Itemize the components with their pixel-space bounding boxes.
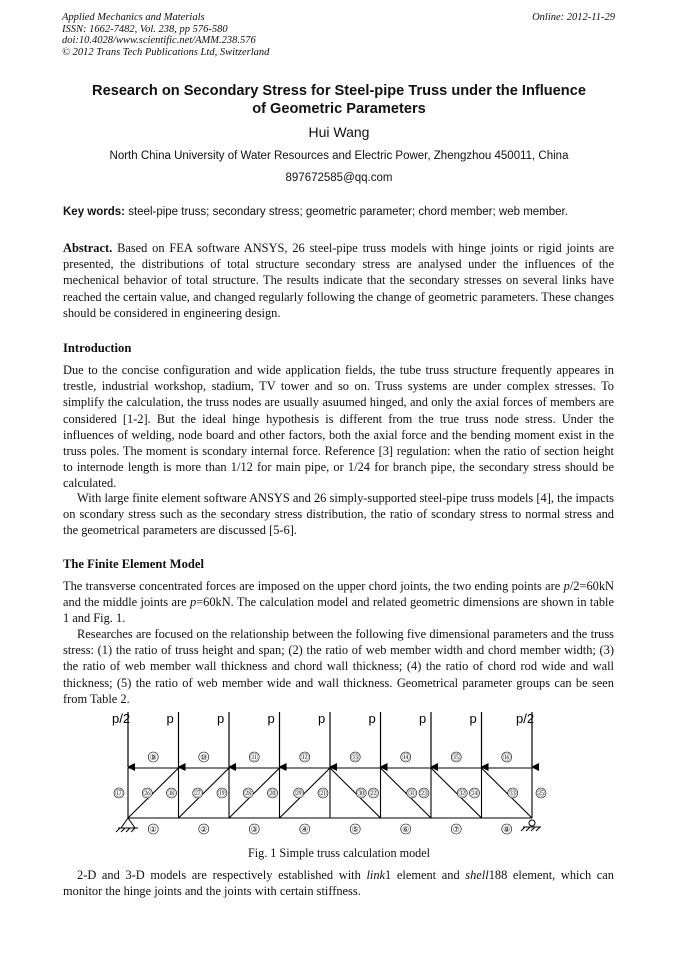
copyright: © 2012 Trans Tech Publications Ltd, Switzerland <box>62 46 270 58</box>
issn: ISSN: 1662-7482, Vol. 238, pp 576-580 <box>62 23 228 35</box>
roller-hatch <box>536 827 540 831</box>
load-label: p <box>267 711 275 726</box>
paper-title <box>40 82 638 118</box>
roller-hatch <box>531 827 535 831</box>
diagonal-member-label: ㉖ <box>143 789 152 799</box>
top-member-label: ⑬ <box>351 753 360 763</box>
fem-p1-var-p: p <box>563 579 570 593</box>
journal-name: Applied Mechanics and Materials <box>62 12 205 23</box>
fem-p1-part-b: /2=60kN and the middle joints are <box>63 579 614 610</box>
vertical-member-label: ㉑ <box>319 789 327 799</box>
vertical-member-label: ㉒ <box>369 789 378 799</box>
diagonal-member-label: ㉜ <box>458 789 467 799</box>
pin-hatch <box>126 828 130 832</box>
abstract-text: Based on FEA software ANSYS, 26 steel-pipe truss models with hinge joints or rigid joints are presented, the distributions of total structure secondary stress are analysed under the influences of the mechenical behavior of total structure. The results indicate that the secondary stresses on several links have reached the certain value, and changed regularly following the change of geometric parameters. These changes should be considered in engineering design. <box>63 241 614 320</box>
vertical-member-label: ⑲ <box>218 789 226 799</box>
last-shell-italic: shell <box>465 868 489 882</box>
intro-heading: Introduction <box>63 341 132 355</box>
title-line-1: Research on Secondary Stress for Steel-pipe Truss under the Influence <box>92 83 586 99</box>
abstract <box>63 240 614 321</box>
last-part-a: 2-D and 3-D models are respectively established with <box>77 868 367 882</box>
last-part-c: 188 element, which can monitor the hinge joints and the joints with certain stiffness. <box>63 868 614 899</box>
diagonal-member-label: ㉘ <box>244 789 253 799</box>
top-member-label: ⑩ <box>200 753 208 763</box>
load-label: p <box>318 711 326 726</box>
diagonal-member-label: ㉙ <box>294 789 303 799</box>
fem-paragraph-1 <box>63 578 614 627</box>
title-line-2: of Geometric Parameters <box>252 101 426 117</box>
fem-paragraph-2: Researches are focused on the relationship between the following five dimensional parameters and the truss stress: (1) the ratio of truss height and span; (2) the ratio of web member width and chord member width; (3) the ratio of web member wall thickness and chord wall thickness; (4) the ratio of chord rod wide and wall thickness; (5) the ratio of web member wide and wall thickness. Geometrical parameter groups can be seen from Table 2. <box>63 627 614 706</box>
keywords-text: steel-pipe truss; secondary stress; geometric parameter; chord member; web member. <box>128 206 568 218</box>
fem-p1-part-c: =60kN. The calculation model and related geometric dimensions are shown in table 1 and Fig. 1. <box>63 595 614 626</box>
bottom-member-label: ③ <box>250 825 258 835</box>
top-member-label: ⑫ <box>300 753 309 763</box>
load-label: p <box>166 711 174 726</box>
top-member-label: ⑪ <box>250 753 259 763</box>
pin-hatch <box>131 828 135 832</box>
top-member-label: ⑮ <box>452 753 461 763</box>
bottom-member-label: ⑦ <box>452 825 460 835</box>
figure-caption: Fig. 1 Simple truss calculation model <box>247 846 431 860</box>
load-label: p <box>217 711 225 726</box>
online-date: Online: 2012-11-29 <box>532 12 615 23</box>
bottom-member-label: ⑧ <box>503 825 511 835</box>
email: 897672585@qq.com <box>285 172 393 184</box>
vertical-member-label: ㉕ <box>537 789 545 799</box>
keywords <box>63 206 623 218</box>
diagonal-member-label: ㉝ <box>508 789 517 799</box>
diagonal-member-label: ㉚ <box>357 789 366 799</box>
bottom-member-label: ⑥ <box>402 825 410 835</box>
diagonal-member-label: ㉗ <box>193 789 202 799</box>
load-label: p/2 <box>516 711 535 726</box>
keywords-label: Key words: <box>63 206 125 218</box>
fem-p1-part-a: The transverse concentrated forces are imposed on the upper chord joints, the two ending points are <box>63 579 564 593</box>
truss-figure <box>100 706 570 842</box>
abstract-label: Abstract. <box>63 241 113 255</box>
element-paragraph <box>63 867 614 899</box>
load-label: p/2 <box>112 711 131 726</box>
journal-header <box>62 12 362 58</box>
diagonal-member-label: ㉛ <box>407 789 416 799</box>
fem-heading: The Finite Element Model <box>63 557 204 571</box>
last-part-b: 1 element and <box>385 868 466 882</box>
roller-hatch <box>526 827 530 831</box>
fem-p1-var-p2: p <box>189 595 197 610</box>
pin-hatch <box>121 828 125 832</box>
bottom-member-label: ⑤ <box>351 825 359 835</box>
intro-paragraph-1: Due to the concise configuration and wide application fields, the tube truss structure frequently appeares in trestle, industrial workshop, stadium, TV tower and so on. Truss systems are under complex stresses. To simplify the calculation, the truss nodes are usually asuumed hinged, and only the axial forces of members are considered [1-2]. But the ideal hinge hypothesis is different from the true truss node stress. Under the influences of welding, node board and other factors, both the axial force and the bending moment exist in the truss poles. The moment is scondary internal force. Reference [3] regulation: when the ratio of section height to internode length is more than 1/12 for main pipe, or 1/24 for branch pipe, the secondary stress should be calculated. <box>63 363 614 491</box>
load-label: p <box>419 711 427 726</box>
pin-support <box>121 818 135 828</box>
bottom-member-label: ② <box>200 825 208 835</box>
doi: doi:10.4028/www.scientific.net/AMM.238.576 <box>62 35 256 46</box>
diagonal-member <box>482 768 533 818</box>
vertical-member-label: ⑳ <box>268 789 277 799</box>
vertical-member-label: ⑰ <box>115 789 123 799</box>
roller-hatch <box>521 827 525 831</box>
roller-support <box>529 820 535 826</box>
affiliation: North China University of Water Resources and Electric Power, Zhengzhou 450011, China <box>109 150 569 162</box>
vertical-member-label: ㉓ <box>420 789 428 799</box>
bottom-member-label: ④ <box>301 825 309 835</box>
vertical-member-label: ⑱ <box>167 789 176 799</box>
top-member-label: ⑨ <box>149 753 157 763</box>
pin-hatch <box>116 828 120 832</box>
top-member-label: ⑯ <box>502 753 511 763</box>
last-link-italic: link <box>366 868 386 882</box>
bottom-member-label: ① <box>149 825 157 835</box>
intro-paragraph-2: With large finite element software ANSYS and 26 simply-supported steel-pipe truss models [4], the impacts on scondary stress such as the secondary stress distribution, the ratio of scondary stress to normal stress and the geometrical parameters are discussed [5-6]. <box>63 491 614 538</box>
load-label: p <box>368 711 376 726</box>
vertical-member-label: ㉔ <box>470 789 479 799</box>
load-label: p <box>469 711 477 726</box>
top-member-label: ⑭ <box>401 753 410 763</box>
author: Hui Wang <box>308 124 370 140</box>
